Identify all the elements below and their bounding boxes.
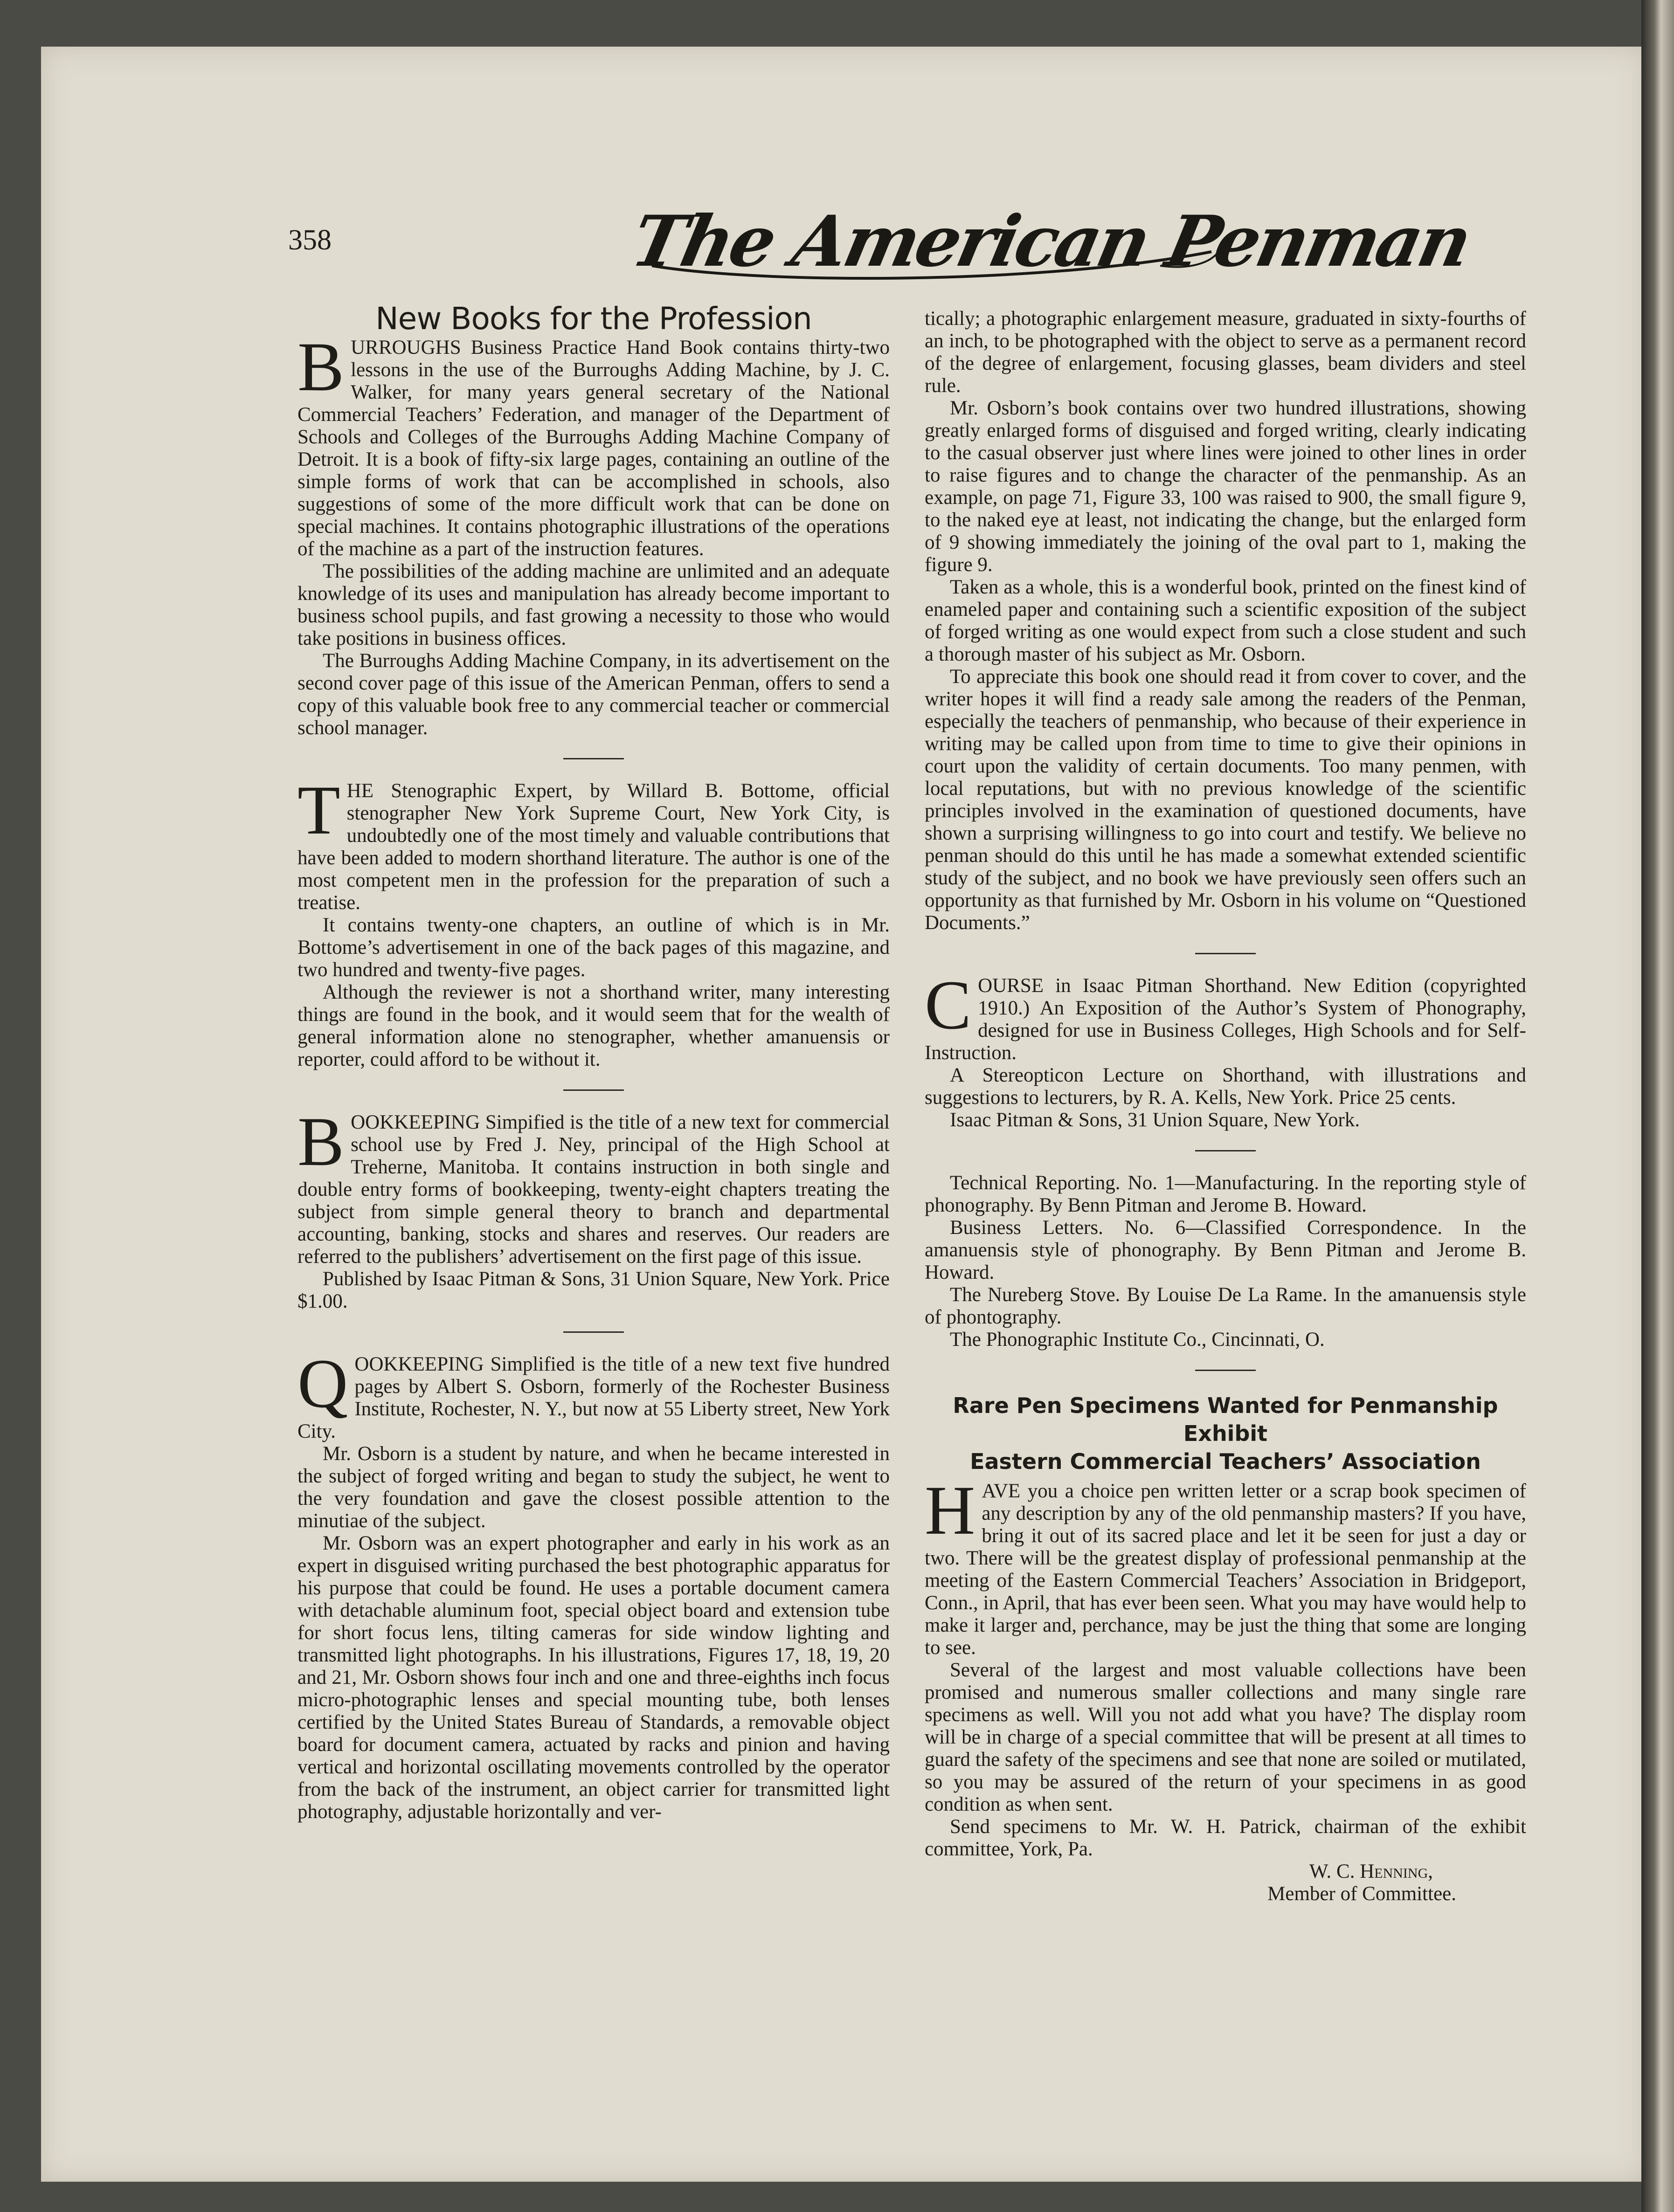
article-paragraph: The Nureberg Stove. By Louise De La Rame. In the amanuensis style of phontography. (925, 1284, 1526, 1328)
article-paragraph: tically; a photographic enlargement measure, graduated in sixty-fourths of an inch, to be photographed with the object to serve as a permanent record of the degree of enlargement, focusing glasses, beam dividers and steel rule. (925, 308, 1526, 397)
book-binding-edge (1641, 0, 1674, 2212)
divider-rule (1195, 953, 1256, 954)
article-pitman-course (925, 966, 1526, 1131)
signature-title: Member of Committee. (1267, 1883, 1456, 1905)
article-heading: Rare Pen Specimens Wanted for Penmanship Exhibit (953, 1393, 1498, 1446)
article-paragraph: The Phonographic Institute Co., Cincinnati, O. (950, 1329, 1325, 1351)
page-number: 358 (288, 224, 332, 256)
article-paragraph: The Burroughs Adding Machine Company, in its advertisement on the second cover page of this issue of the American Penman, offers to send a copy of this valuable book free to any commercial teacher or commercial school manager. (297, 650, 890, 739)
article-paragraph: Taken as a whole, this is a wonderful book, printed on the finest kind of enameled paper and containing such a scientific exposition of the subject of forged writing as one would expect from such a close student and such a thorough master of his subject as Mr. Osborn. (925, 576, 1526, 665)
drop-cap: T (297, 772, 340, 849)
left-column (297, 301, 890, 1823)
article-paragraph: Send specimens to Mr. W. H. Patrick, chairman of the exhibit committee, York, Pa. (925, 1816, 1526, 1860)
article-paragraph: QOOKKEEPING Simplified is the title of a new text five hundred pages by Albert S. Osborn, formerly of the Rochester Business Institute, Rochester, N. Y., but now at 55 Liberty street, New York City. (297, 1345, 890, 1442)
article-paragraph: BURROUGHS Business Practice Hand Book contains thirty-two lessons in the use of the Burroughs Adding Machine, by J. C. Walker, for many years general secretary of the National Commercial Teachers’ Federation, and manager of the Department of Schools and Colleges of the Burroughs Adding Machine Company of Detroit. It is a book of fifty-six large pages, containing an outline of the simple forms of work that can be accomplished in schools, also suggestions of some of the more difficult work that can be done on special machines. It contains photographic illustrations of the operations of the machine as a part of the instruction features. (297, 328, 890, 560)
drop-cap: C (925, 966, 972, 1044)
article-phonographic-institute (925, 1172, 1526, 1351)
article-paragraph: BOOKKEEPING Simpified is the title of a new text for commercial school use by Fred J. Ney, principal of the High School at Treherne, Manitoba. It contains instruction in both single and double entry forms of bookkeeping, twenty-eight chapters treating the subject from simple general theory to branch and departmental accounting, banking, stocks and shares and reserves. Our readers are referred to the publishers’ advertisement on the first page of this issue. (297, 1103, 890, 1268)
divider-rule (563, 1089, 624, 1091)
section-heading: New Books for the Profession (375, 301, 812, 337)
article-paragraph: It contains twenty-one chapters, an outline of which is in Mr. Bottome’s advertisement in one of the back pages of this magazine, and two hundred and twenty-five pages. (297, 914, 890, 981)
article-paragraph: Mr. Osborn’s book contains over two hundred illustrations, showing greatly enlarged forms of disguised and forged writing, clearly indicating to the casual observer just where lines were joined to other lines in order to raise figures and to change the character of the penmanship. As an example, on page 71, Figure 33, 100 was raised to 900, the small figure 9, to the naked eye at least, not indicating the change, but the enlarged form of 9 showing immediately the joining of the oval part to 1, making the figure 9. (925, 397, 1526, 576)
article-paragraph: Published by Isaac Pitman & Sons, 31 Union Square, New York. Price $1.00. (297, 1268, 890, 1312)
magazine-page (41, 47, 1645, 2182)
article-paragraph: To appreciate this book one should read it from cover to cover, and the writer hopes it will find a ready sale among the readers of the Penman, especially the teachers of penmanship, who because of their experience in writing may be called upon from time to time to give their opinions in court upon the validity of certain documents. Too many penmen, with local reputations, but with no previous knowledge of the scientific principles involved in the examination of questioned documents, have shown a surprising willingness to go into court and testify. We believe no penman should do this until he has made a somewhat extended scientific study of the subject, and no book we have previously seen offers such an opportunity as that furnished by Mr. Osborn in his volume on “Questioned Documents.” (925, 666, 1526, 934)
article-stenographic-expert (297, 772, 890, 1071)
article-rare-pen-specimens (925, 1392, 1526, 1905)
signature-name: W. C. Henning, (1309, 1861, 1433, 1882)
article-osborn-book (297, 1345, 890, 1823)
divider-rule (563, 758, 624, 759)
divider-rule (563, 1331, 624, 1333)
drop-cap: B (297, 328, 345, 406)
divider-rule (1195, 1370, 1256, 1371)
article-paragraph: Technical Reporting. No. 1—Manufacturing. In the reporting style of phonography. By Benn Pitman and Jerome B. Howard. (925, 1172, 1526, 1216)
article-paragraph: COURSE in Isaac Pitman Shorthand. New Edition (copyrighted 1910.) An Exposition of the Author’s System of Phonography, designed for use in Business Colleges, High Schools and for Self-Instruction. (925, 966, 1526, 1064)
drop-cap: H (925, 1472, 975, 1549)
masthead-title: The American Penman (624, 200, 1477, 283)
article-paragraph: HAVE you a choice pen written letter or a scrap book specimen of any description by any of the old penmanship masters? If you have, bring it out of its sacred place and let it be seen for just a day or two. There will be the greatest display of professional penmanship at the meeting of the Eastern Commercial Teachers’ Association in Bridgeport, Conn., in April, that has ever been seen. What you may have would help to make it larger and, perchance, may be just the thing that some are longing to see. (925, 1472, 1526, 1659)
article-paragraph: Mr. Osborn was an expert photographer and early in his work as an expert in disguised writing purchased the best photographic apparatus for his purpose that could be found. He uses a portable document camera with detachable aluminum foot, special object board and extension tube for short focus lens, tilting cameras for side window lighting and transmitted light photographs. In his illustrations, Figures 17, 18, 19, 20 and 21, Mr. Osborn shows four inch and one and three-eighths inch focus micro-photographic lenses and special mounting tube, both lenses certified by the United States Bureau of Standards, a removable object board for document camera, actuated by racks and pinion and having vertical and horizontal oscillating movements controlled by the operator from the back of the instrument, an object carrier for transmitted light photography, adjustable horizontally and ver- (297, 1532, 890, 1823)
drop-cap: Q (297, 1345, 348, 1422)
article-subheading: Eastern Commercial Teachers’ Association (970, 1449, 1481, 1474)
article-paragraph: Several of the largest and most valuable collections have been promised and numerous smaller collections and many single rare specimens as well. Will you not add what you have? The display room will be in charge of a special committee that will be present at all times to guard the safety of the specimens and see that none are soiled or mutilated, so you may be assured of the return of your specimens in as good condition as when sent. (925, 1659, 1526, 1815)
article-paragraph: Mr. Osborn is a student by nature, and when he became interested in the subject of forged writing and began to study the subject, he went to the very foundation and gave the closest possible attention to the minutiae of the subject. (297, 1443, 890, 1532)
article-paragraph: THE Stenographic Expert, by Willard B. Bottome, official stenographer New York Supreme Court, New York City, is undoubtedly one of the most timely and valuable contributions that have been added to modern shorthand literature. The author is one of the most competent men in the profession for the preparation of such a treatise. (297, 772, 890, 914)
article-paragraph: A Stereopticon Lecture on Shorthand, with illustrations and suggestions to lecturers, by R. A. Kells, New York. Price 25 cents. (925, 1064, 1526, 1109)
right-column (925, 308, 1526, 1905)
article-bookkeeping-simplified (297, 1103, 890, 1313)
drop-cap: B (297, 1103, 345, 1180)
article-paragraph: Isaac Pitman & Sons, 31 Union Square, New York. (950, 1109, 1360, 1131)
article-paragraph: Although the reviewer is not a shorthand writer, many interesting things are found in the book, and it would seem that for the wealth of general information alone no stenographer, whether amanuensis or reporter, could afford to be without it. (297, 981, 890, 1070)
article-burroughs (297, 328, 890, 739)
divider-rule (1195, 1150, 1256, 1151)
article-paragraph: The possibilities of the adding machine are unlimited and an adequate knowledge of its uses and manipulation has already become important to business school pupils, and fast growing a necessity to those who would take positions in business offices. (297, 560, 890, 649)
article-paragraph: Business Letters. No. 6—Classified Correspondence. In the amanuensis style of phonography. By Benn Pitman and Jerome B. Howard. (925, 1217, 1526, 1283)
